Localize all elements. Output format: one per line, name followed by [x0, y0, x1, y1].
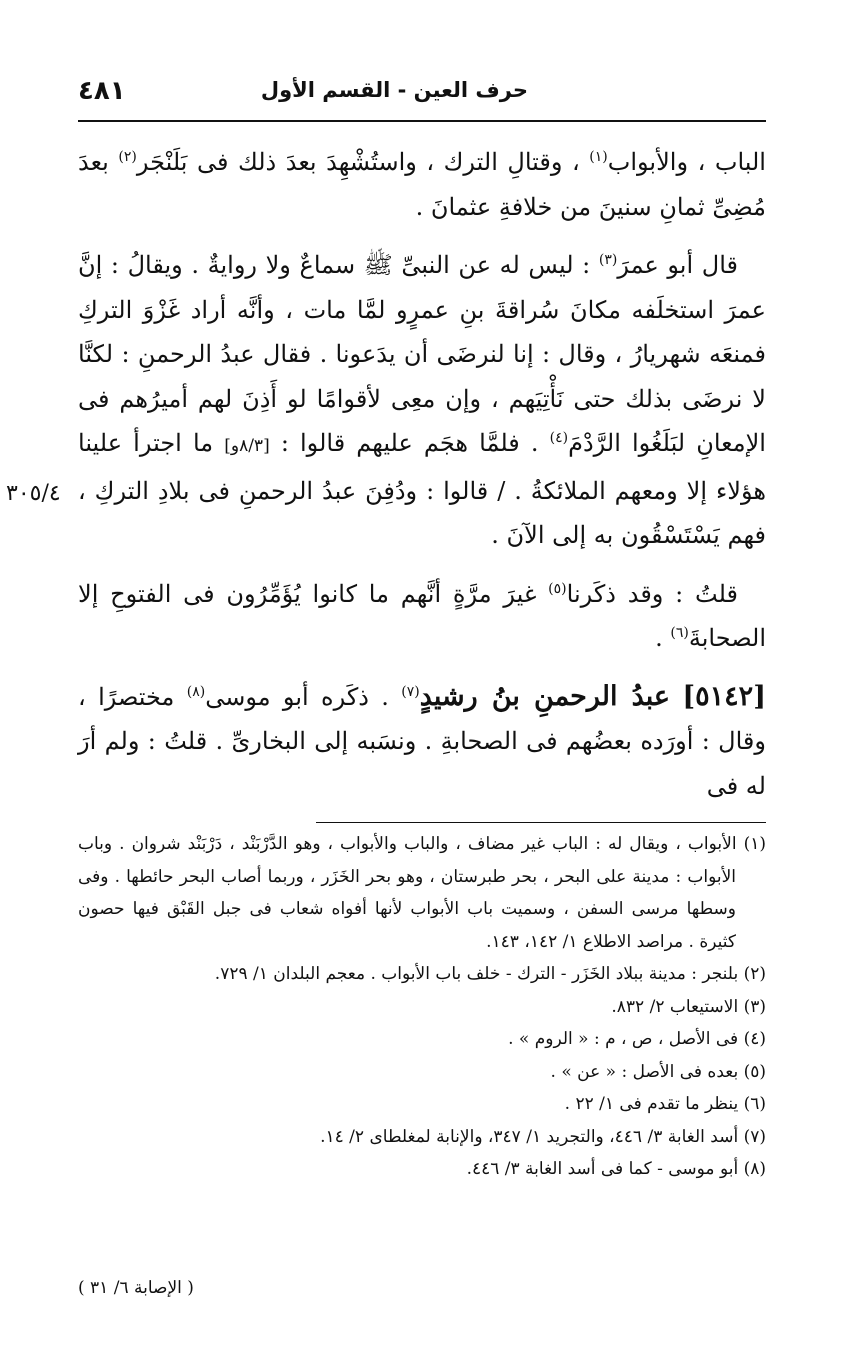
- text-run: قلتُ : وقد ذكَرنا: [566, 579, 739, 608]
- entry-name: عبدُ الرحمنِ بنُ رشيدٍ: [419, 680, 671, 712]
- footnote-ref-1: (١): [589, 149, 608, 165]
- footnote-rule: [316, 822, 766, 823]
- header-rule: [78, 120, 766, 122]
- footnote-7: (٧) أسد الغابة ٣/ ٤٤٦، والتجريد ١/ ٣٤٧، والإنابة لمغلطاى ٢/ ١٤.: [320, 1126, 766, 1147]
- footnote-4: (٤) فى الأصل ، ص ، م : « الروم » .: [508, 1029, 766, 1049]
- footnote-ref-5: (٥): [548, 580, 567, 597]
- footnote-ref-4: (٤): [549, 430, 569, 446]
- text-run: بعدَ مُضِىِّ ثمانِ سنينَ من خلافةِ عثمانَ .: [78, 148, 766, 221]
- footnote-8: (٨) أبو موسى - كما فى أسد الغابة ٣/ ٤٤٦.: [466, 1159, 766, 1179]
- footnotes: [78, 828, 766, 1186]
- text-run: . فلمَّا هجَم عليهم قالوا :: [280, 429, 539, 457]
- paragraph-3: [78, 572, 766, 661]
- running-title: حرف العين - القسم الأول: [260, 78, 528, 102]
- paragraph-1: [78, 140, 766, 229]
- main-text: [78, 140, 766, 808]
- footnote-ref-3: (٣): [598, 252, 618, 268]
- footnote-ref-6: (٦): [670, 625, 689, 641]
- footnote-ref-8: (٨): [186, 683, 206, 700]
- text-run: ما اجترأ علينا هؤلاء إلا ومعهم الملائكةُ . / قالوا : ودُفِنَ عبدُ الرحمنِ فى بلادِ التركِ ، فهم يَسْتَسْقُون به إلى الآنَ .: [78, 429, 766, 549]
- printer-signature: ( الإصابة ٦/ ٣١ ): [78, 1278, 194, 1298]
- footnote-5: (٥) بعده فى الأصل : « عن » .: [550, 1061, 766, 1082]
- footnote-ref-7: (٧): [401, 683, 420, 700]
- entry-number: [٥١٤٢]: [682, 680, 766, 712]
- text-run: . ذكَره أبو موسى: [205, 682, 389, 711]
- paragraph-2: [78, 243, 766, 558]
- footnote-1: (١) الأبواب ، ويقال له : الباب غير مضاف ، والباب والأبواب ، وهو الدَّرْبَنْد ، دَرْبَنْد شروان . وباب الأبواب : مدينة على البحر ، بحر طبرستان ، وهو بحر الخَزَر ، وربما أصاب البحر حائطها . وفى وسطها مرسى السفن ، وسميت باب الأبواب لأنها أفواه شعاب فى جبل القَبْق فيها حصون كثيرة . مراصد الاطلاع ١/ ١٤٢، ١٤٣.: [78, 834, 766, 952]
- footnote-ref-2: (٢): [118, 149, 137, 165]
- margin-volume-page: ٣٠٥/٤: [6, 481, 61, 506]
- text-run: مختصرًا ، وقال : أورَده بعضُهم فى الصحابةِ . ونسَبه إلى البخارىِّ . قلتُ : ولم أرَ له فى: [78, 682, 766, 800]
- footnote-3: (٣) الاستيعاب ٢/ ٨٣٢.: [611, 996, 766, 1017]
- entry-paragraph: [78, 675, 766, 809]
- text-run: غيرَ مرَّةٍ أنَّهم ما كانوا يُؤَمِّرُون فى الفتوحِ إلا الصحابةَ: [78, 579, 766, 652]
- footnote-6: (٦) ينظر ما تقدم فى ١/ ٢٢ .: [564, 1094, 766, 1114]
- text-run: الباب ، والأبواب: [607, 148, 766, 176]
- text-run: قال أبو عمرَ: [617, 251, 738, 279]
- manuscript-folio: [٨/٣و]: [224, 436, 270, 456]
- page-header: [78, 72, 766, 112]
- text-run: : ليس له عن النبىِّ ﷺ سماعٌ ولا روايةٌ . ويقالُ : إنَّ عمرَ استخلَفه مكانَ سُراقةَ بنِ عمرٍو لمَّا مات ، وأنَّه أراد غَزْوَ التركِ فمنعَه شهريارُ ، وقال : إنا لنرضَى أن يدَعونا . فقال عبدُ الرحمنِ : لكنَّا لا نرضَى بذلك حتى نَأْتِيَهم ، وإن معِى لأقوامًا لو أَذِنَ لهم أميرُهم فى الإمعانِ لبَلَغُوا الرَّدْمَ: [78, 251, 766, 457]
- footnote-2: (٢) بلنجر : مدينة ببلاد الخَزَر - الترك - خلف باب الأبواب . معجم البلدان ١/ ٧٢٩.: [214, 964, 766, 984]
- text-run: ، وقتالِ الترك ، واستُشْهِدَ بعدَ ذلك فى بَلَنْجَر: [136, 148, 580, 176]
- text-run: .: [655, 624, 663, 652]
- page-number: ٤٨١: [78, 76, 126, 106]
